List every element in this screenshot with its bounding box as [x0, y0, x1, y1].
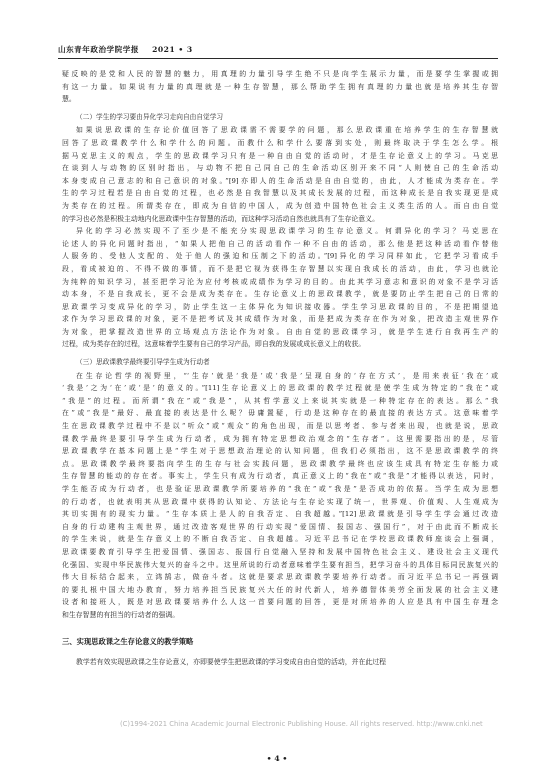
- text-line: 异化的学习必然实现不了至少是不能充分实现思政课学习的生存论意义。何谓异化的学习？马克思在: [76, 227, 498, 236]
- text-line: 段，看成被迫的、不得不做的事情，而不是把它视为获得生存智慧以实现自我成长的活动，由此，学习也就沦: [62, 264, 498, 273]
- text-line: 据马克思主义的观点，学生的思政课学习只有是一种自由自觉的活动时，才是生存论意义上的学习。马克思: [62, 151, 498, 160]
- text-line: 在谈到人与动物的区别时指出，与动物不把自己同自己的生命活动区别开来不同“人则使自己的生命活动: [62, 164, 498, 173]
- paragraph-1: [62, 68, 498, 106]
- running-header: [58, 44, 498, 59]
- text-line: 思政课教学在基本问题上是“学生对于思想政治理论的认知问题，但我们必须指出，这不是思政课教学的终: [62, 447, 498, 456]
- text-line: 如果说思政课的生存论价值回答了思政课需不需要学的问题，那么思政课重在培养学生的生存智慧就: [76, 126, 498, 135]
- issue-number: 2021 • 3: [152, 45, 193, 54]
- paragraph-5: [62, 656, 498, 669]
- text-line: 和生存智慧的有担当的行动者的强调。: [62, 610, 180, 619]
- text-line: 动本身，不是自我成长，更不会是成为类存在。生存论意义上的思政课教学，就是要防止学生把自己的日常的: [62, 290, 498, 299]
- text-line: 其切实拥有的现实力量。“生存本质上是人的自我否定、自我超越。”[12]思政课就是引导学生学会通过改造: [62, 510, 498, 519]
- text-line: 自身的行动建构主观世界，通过改造客观世界的行动实现“爱国情、报国志、强国行”，对于由此而不断成长: [62, 522, 498, 531]
- text-line: 回答了思政课教学什么和学什么的问题。而教什么和学什么要落到实处，则最终取决于学生怎么学。根: [62, 138, 498, 147]
- text-line: 伟大目标结合起来，立鸿鹄志，做奋斗者。这就是要求思政课教学要培养行动者。而习近平总书记一再强调: [62, 573, 498, 582]
- text-line: 为对象，把掌握改造世界的立场观点方法论作为对象。自由自觉的思政课学习，就是学生进行自我再生产的: [62, 327, 498, 336]
- text-line: 为纯粹的知识学习，甚至把学习沦为应付考核或成绩作为学习的目的。由此其学习意志和意识的对象不是学习活: [62, 277, 498, 286]
- text-line: 课教学最终是要引导学生成为行动者，成为拥有特定思想政治观念的“生存者”。这里需要指出的是，尽管: [62, 434, 498, 443]
- text-line: 生存智慧的能动的存在者。事实上，学生只有成为行动者，真正意义上的“我在”或“我是”才能得以表达，同时，: [62, 472, 498, 481]
- subheading-2: （二）学生的学习要由异化学习走向自由自觉学习: [76, 112, 224, 121]
- text-line: 慧。: [62, 95, 76, 104]
- text-line: 思政课学习变成异化的学习，防止学生这一主体异化为知识接收器。学生学习思政课的目的，不是把期望追: [62, 302, 498, 311]
- text-line: 论述人的异化问题时指出，“如果人把他自己的活动看作一种不自由的活动，那么他是把这种活动看作替他: [62, 239, 498, 248]
- text-line: 有这一力量。如果说有力量的真理就是一种生存智慧，那么帮助学生拥有真理的力量也就是培养其生存智: [62, 82, 498, 91]
- paragraph-3: [62, 225, 498, 351]
- text-line: 疑反映的是党和人民的智慧的魅力，用真理的力量引导学生绝不只是向学生展示力量，而是要学生掌握或拥: [62, 70, 498, 78]
- text-line: 求作为学习思政课的对象，更不是把考试及其成绩作为对象，而是把成为类存在作为对象，把改造主观世界作: [62, 315, 498, 324]
- text-line: 过程，成为类存在的过程，这意味着学生要有自己的学习产品，即自我的发展或成长意义上的收获。: [62, 340, 366, 349]
- subheading-3: （三）思政课教学最终要引导学生成为行动者: [76, 358, 210, 367]
- text-line: 设者和接班人，既是对思政课要培养什么人这一首要问题的回答，更是对所培养的人应是具有中国生存理念: [62, 598, 498, 607]
- text-line: 生的学习过程若是自由自觉的过程，也必然是自我智慧以及其成长发展的过程，而这种成长是自我实现更是成: [62, 189, 498, 198]
- text-line: 在生存论哲学的视野里，“‘生存’就是‘我是’或‘我是’呈现自身的‘存在方式’，是用来表征‘我在’或: [76, 371, 498, 380]
- paragraph-4: [62, 370, 498, 622]
- text-line: 的学习也必然是积极主动地内化思政课中生存智慧的活动，而这种学习活动自然也就具有了生存论意义。: [62, 214, 379, 223]
- text-line: 人服务的、受他人支配的、处于他人的强迫和压制之下的活动。”[9]异化的学习同样如此，它把学习看成手: [62, 252, 498, 261]
- text-line: 生在思政课教学过程中不是以“听众”或“观众”的角色出现，而是以思考者、参与者来出现，也就是说，思政: [62, 422, 498, 431]
- copyright-watermark: (C)1994-2021 China Academic Journal Electronic Publishing House. All rights reserved. http://www.cnki.net: [120, 720, 483, 728]
- text-line: 化强国、实现中华民族伟大复兴的奋斗之中。这里所说的行动者意味着学生要有担当，把学习奋斗的具体目标同民族复兴的: [62, 560, 498, 569]
- text-line: 的行动者，也就表明其从思政课中获得的认知论、方法论与生存论实现了统一，世界观、价值观、人生观成为: [62, 497, 498, 506]
- section-heading-3: 三、实现思政课之生存论意义的教学策略: [62, 636, 194, 646]
- text-line: 教学若有效实现思政课之生存论意义，亦即要使学生把思政课的学习变成自由自觉的活动，并在此过程: [76, 658, 387, 667]
- text-line: 的学生来说，就是生存意义上的不断自我否定、自我超越。习近平总书记在学校思政课教师座谈会上强调，: [62, 535, 498, 544]
- paragraph-2: [62, 124, 498, 225]
- page-number: • 4 •: [266, 754, 288, 763]
- text-line: 点。思政课教学最终要指向学生的生存与社会实践问题，思政课教学最终也应该生成具有特定生存能力或: [62, 459, 498, 468]
- text-line: 为类存在的过程。所谓类存在，即成为自信的中国人，成为创造中国特色社会主义类生活的人。而自由自觉: [62, 201, 498, 210]
- article-body: [62, 68, 498, 669]
- text-line: 的要扎根中国大地办教育，努力培养担当民族复兴大任的时代新人，培养德智体美劳全面发展的社会主义建: [62, 585, 498, 594]
- journal-name: 山东青年政治学院学报: [58, 45, 139, 54]
- text-line: “我是”的过程。而所谓“我在”或“我是”，从其哲学意义上来说其实就是一种特定存在的表达。那么“我: [62, 396, 498, 405]
- text-line: ‘我是’之为‘在’或‘是’的意义的。”[11]生存论意义上的思政课的教学过程就是使学生成为特定的“我在”或: [62, 384, 498, 393]
- text-line: 学生能否成为行动者，也是验证思政课教学所要培养的“我在”或“我是”是否成功的依据。当学生成为思想: [62, 485, 498, 493]
- text-line: 本身变成自己意志的和自己意识的对象。”[9]亦即人的生命活动是自由自觉的，由此，人才能成为类存在。学: [62, 176, 498, 185]
- text-line: 思政课要教育引导学生把爱国情、强国志、报国行自觉融入坚持和发展中国特色社会主义、建设社会主义现代: [62, 547, 498, 556]
- text-line: 在”或“我是”最好、最直接的表达是什么呢？毋庸置疑，行动是这种存在的最直接的表达方式。这意味着学: [62, 409, 498, 418]
